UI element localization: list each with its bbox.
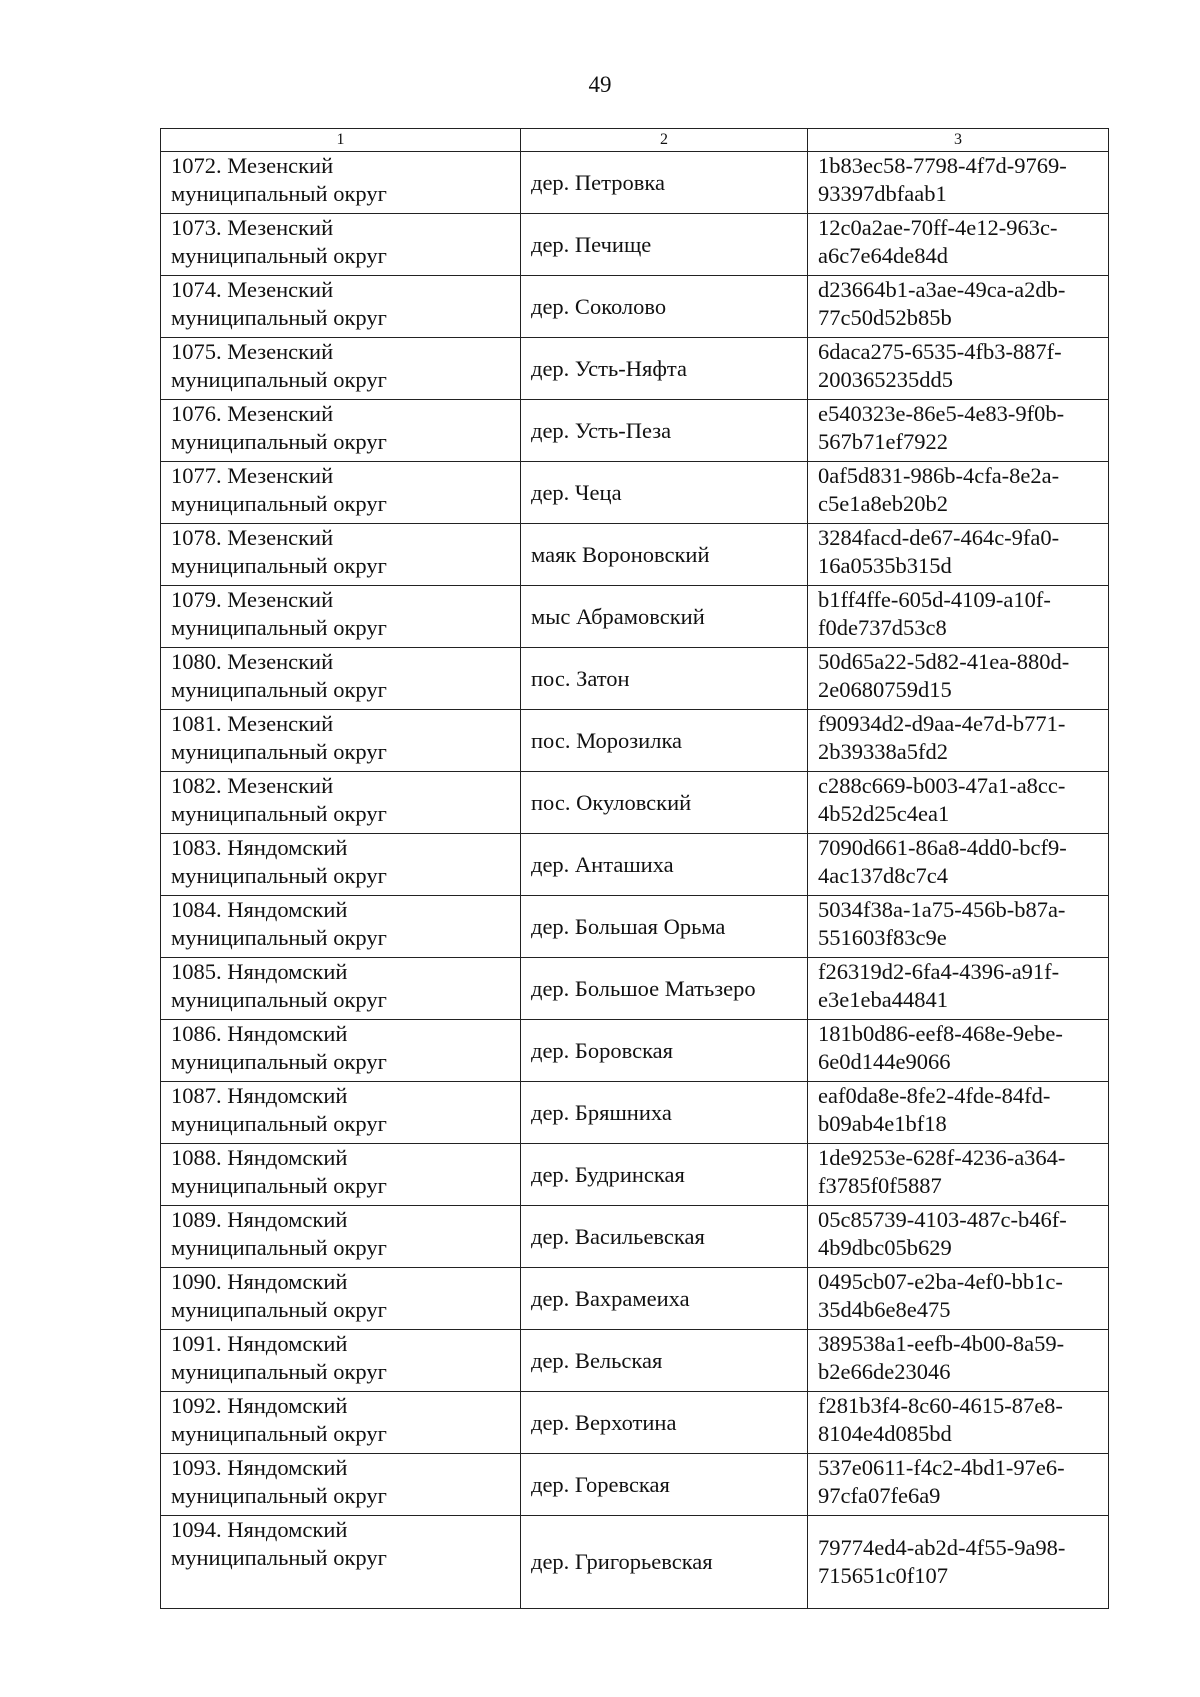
- settlement-name: дер. Григорьевская: [531, 1549, 713, 1574]
- guid-cell: [808, 772, 1109, 834]
- guid-part-2: 715651c0f107: [818, 1563, 948, 1588]
- column-header-3: 3: [808, 129, 1109, 152]
- guid-cell: [808, 1454, 1109, 1516]
- district-type: муниципальный округ: [171, 739, 387, 764]
- table-header-row: [161, 129, 1109, 152]
- settlement-name: дер. Бряшниха: [531, 1099, 672, 1125]
- table-row: [161, 1454, 1109, 1516]
- district-name: 1079. Мезенский: [171, 587, 334, 612]
- district-cell: [161, 276, 521, 338]
- guid-cell: [808, 710, 1109, 772]
- district-name: 1083. Няндомский: [171, 835, 348, 860]
- settlement-cell: [521, 586, 808, 648]
- guid-part-1: f90934d2-d9aa-4e7d-b771-: [818, 711, 1066, 736]
- guid-cell: [808, 586, 1109, 648]
- district-name: 1082. Мезенский: [171, 773, 334, 798]
- settlement-name: дер. Усть-Няфта: [531, 355, 688, 381]
- district-name: 1086. Няндомский: [171, 1021, 348, 1046]
- guid-part-2: 2b39338a5fd2: [818, 739, 948, 764]
- guid-part-2: 567b71ef7922: [818, 429, 948, 454]
- district-cell: [161, 462, 521, 524]
- guid-part-1: b1ff4ffe-605d-4109-a10f-: [818, 587, 1051, 612]
- table-row: [161, 276, 1109, 338]
- district-name: 1075. Мезенский: [171, 339, 334, 364]
- guid-part-1: 50d65a22-5d82-41ea-880d-: [818, 649, 1070, 674]
- guid-part-1: e540323e-86e5-4e83-9f0b-: [818, 401, 1065, 426]
- district-type: муниципальный округ: [171, 925, 387, 950]
- settlement-cell: [521, 710, 808, 772]
- guid-part-2: 4ac137d8c7c4: [818, 863, 948, 888]
- guid-part-2: 551603f83c9e: [818, 925, 947, 950]
- district-cell: [161, 1392, 521, 1454]
- guid-cell: [808, 648, 1109, 710]
- district-cell: [161, 1206, 521, 1268]
- settlement-cell: [521, 1516, 808, 1609]
- settlement-cell: [521, 1082, 808, 1144]
- guid-part-1: 0af5d831-986b-4cfa-8e2a-: [818, 463, 1060, 488]
- district-name: 1090. Няндомский: [171, 1269, 348, 1294]
- district-name: 1081. Мезенский: [171, 711, 334, 736]
- district-type: муниципальный округ: [171, 1235, 387, 1260]
- table-row: [161, 1392, 1109, 1454]
- district-type: муниципальный округ: [171, 305, 387, 330]
- district-cell: [161, 648, 521, 710]
- settlement-name: пос. Затон: [531, 665, 630, 691]
- guid-part-2: 6e0d144e9066: [818, 1049, 951, 1074]
- settlements-table: [160, 128, 1109, 1609]
- guid-cell: [808, 338, 1109, 400]
- district-type: муниципальный округ: [171, 863, 387, 888]
- settlement-name: маяк Вороновский: [531, 541, 710, 567]
- district-type: муниципальный округ: [171, 987, 387, 1012]
- guid-part-1: 389538a1-eefb-4b00-8a59-: [818, 1331, 1065, 1356]
- table-row: [161, 648, 1109, 710]
- guid-part-2: 2e0680759d15: [818, 677, 952, 702]
- settlement-cell: [521, 338, 808, 400]
- district-cell: [161, 1020, 521, 1082]
- guid-cell: [808, 1206, 1109, 1268]
- district-name: 1091. Няндомский: [171, 1331, 348, 1356]
- table-row: [161, 834, 1109, 896]
- district-type: муниципальный округ: [171, 243, 387, 268]
- district-name: 1094. Няндомский: [171, 1517, 348, 1542]
- settlement-cell: [521, 958, 808, 1020]
- district-name: 1087. Няндомский: [171, 1083, 348, 1108]
- district-cell: [161, 834, 521, 896]
- table-row: [161, 772, 1109, 834]
- guid-cell: [808, 958, 1109, 1020]
- district-name: 1088. Няндомский: [171, 1145, 348, 1170]
- guid-part-2: 97cfa07fe6a9: [818, 1483, 941, 1508]
- guid-part-2: 4b9dbc05b629: [818, 1235, 952, 1260]
- settlement-cell: [521, 834, 808, 896]
- settlement-cell: [521, 772, 808, 834]
- settlement-cell: [521, 400, 808, 462]
- guid-part-1: f26319d2-6fa4-4396-a91f-: [818, 959, 1060, 984]
- settlement-name: дер. Петровка: [531, 169, 665, 195]
- column-header-1: 1: [161, 129, 521, 152]
- settlement-name: пос. Морозилка: [531, 727, 683, 753]
- district-cell: [161, 1144, 521, 1206]
- column-header-2: 2: [521, 129, 808, 152]
- guid-part-1: 3284facd-de67-464c-9fa0-: [818, 525, 1060, 550]
- guid-part-2: 93397dbfaab1: [818, 181, 947, 206]
- district-type: муниципальный округ: [171, 1483, 387, 1508]
- table-row: [161, 400, 1109, 462]
- table-row: [161, 152, 1109, 214]
- table-row: [161, 214, 1109, 276]
- settlement-name: дер. Вельская: [531, 1347, 663, 1373]
- district-name: 1093. Няндомский: [171, 1455, 348, 1480]
- settlement-name: дер. Усть-Пеза: [531, 417, 672, 443]
- district-name: 1084. Няндомский: [171, 897, 348, 922]
- district-cell: [161, 958, 521, 1020]
- district-name: 1085. Няндомский: [171, 959, 348, 984]
- district-type: муниципальный округ: [171, 553, 387, 578]
- guid-part-1: 12c0a2ae-70ff-4e12-963c-: [818, 215, 1058, 240]
- guid-cell: [808, 1144, 1109, 1206]
- settlement-name: дер. Горевская: [531, 1471, 670, 1497]
- table-row: [161, 896, 1109, 958]
- guid-part-2: 8104e4d085bd: [818, 1421, 952, 1446]
- settlement-cell: [521, 462, 808, 524]
- settlement-name: мыс Абрамовский: [531, 603, 705, 629]
- guid-part-2: 200365235dd5: [818, 367, 953, 392]
- guid-cell: [808, 462, 1109, 524]
- table-row: [161, 524, 1109, 586]
- settlement-cell: [521, 1020, 808, 1082]
- settlement-name: дер. Вахрамеиха: [531, 1285, 690, 1311]
- settlement-name: дер. Соколово: [531, 293, 667, 319]
- settlement-name: дер. Печище: [531, 231, 652, 257]
- district-name: 1072. Мезенский: [171, 153, 334, 178]
- settlement-cell: [521, 524, 808, 586]
- guid-cell: [808, 1330, 1109, 1392]
- guid-part-2: 35d4b6e8e475: [818, 1297, 951, 1322]
- table-row: [161, 1516, 1109, 1609]
- settlement-name: дер. Боровская: [531, 1037, 674, 1063]
- guid-part-1: 181b0d86-eef8-468e-9ebe-: [818, 1021, 1063, 1046]
- settlement-name: дер. Будринская: [531, 1161, 685, 1187]
- settlement-cell: [521, 1206, 808, 1268]
- district-type: муниципальный округ: [171, 429, 387, 454]
- district-cell: [161, 152, 521, 214]
- district-cell: [161, 524, 521, 586]
- settlement-cell: [521, 648, 808, 710]
- district-cell: [161, 710, 521, 772]
- table-row: [161, 1330, 1109, 1392]
- guid-cell: [808, 524, 1109, 586]
- settlement-cell: [521, 1330, 808, 1392]
- guid-cell: [808, 1020, 1109, 1082]
- table-row: [161, 958, 1109, 1020]
- settlement-cell: [521, 152, 808, 214]
- table-row: [161, 1268, 1109, 1330]
- table-row: [161, 338, 1109, 400]
- settlement-name: дер. Верхотина: [531, 1409, 677, 1435]
- table-row: [161, 1206, 1109, 1268]
- guid-part-1: c288c669-b003-47a1-a8cc-: [818, 773, 1066, 798]
- district-cell: [161, 1268, 521, 1330]
- guid-part-2: a6c7e64de84d: [818, 243, 948, 268]
- guid-cell: [808, 1516, 1109, 1609]
- guid-cell: [808, 276, 1109, 338]
- district-cell: [161, 338, 521, 400]
- guid-cell: [808, 400, 1109, 462]
- guid-part-2: f3785f0f5887: [818, 1173, 942, 1198]
- settlement-cell: [521, 896, 808, 958]
- district-type: муниципальный округ: [171, 1545, 387, 1570]
- district-type: муниципальный округ: [171, 181, 387, 206]
- settlement-name: дер. Большое Матьзеро: [531, 975, 756, 1001]
- district-type: муниципальный округ: [171, 801, 387, 826]
- district-name: 1074. Мезенский: [171, 277, 334, 302]
- guid-part-2: c5e1a8eb20b2: [818, 491, 948, 516]
- page-number: 49: [588, 72, 612, 97]
- table-row: [161, 1020, 1109, 1082]
- district-cell: [161, 214, 521, 276]
- guid-part-1: 6daca275-6535-4fb3-887f-: [818, 339, 1062, 364]
- district-cell: [161, 586, 521, 648]
- guid-cell: [808, 896, 1109, 958]
- district-type: муниципальный округ: [171, 1421, 387, 1446]
- district-name: 1078. Мезенский: [171, 525, 334, 550]
- guid-part-1: 0495cb07-e2ba-4ef0-bb1c-: [818, 1269, 1063, 1294]
- guid-part-1: d23664b1-a3ae-49ca-a2db-: [818, 277, 1066, 302]
- guid-part-1: 537e0611-f4c2-4bd1-97e6-: [818, 1455, 1065, 1480]
- guid-part-2: 4b52d25c4ea1: [818, 801, 950, 826]
- guid-part-2: b09ab4e1bf18: [818, 1111, 947, 1136]
- district-name: 1077. Мезенский: [171, 463, 334, 488]
- guid-part-1: 05c85739-4103-487c-b46f-: [818, 1207, 1067, 1232]
- guid-part-2: b2e66de23046: [818, 1359, 951, 1384]
- guid-part-2: e3e1eba44841: [818, 987, 948, 1012]
- table-row: [161, 586, 1109, 648]
- district-cell: [161, 772, 521, 834]
- district-type: муниципальный округ: [171, 1359, 387, 1384]
- guid-part-2: f0de737d53c8: [818, 615, 947, 640]
- guid-cell: [808, 834, 1109, 896]
- guid-part-2: 16a0535b315d: [818, 553, 952, 578]
- guid-part-1: eaf0da8e-8fe2-4fde-84fd-: [818, 1083, 1051, 1108]
- settlement-name: дер. Большая Орьма: [531, 913, 726, 939]
- district-name: 1073. Мезенский: [171, 215, 334, 240]
- district-type: муниципальный округ: [171, 1173, 387, 1198]
- district-type: муниципальный округ: [171, 1049, 387, 1074]
- table-row: [161, 1082, 1109, 1144]
- settlement-name: дер. Васильевская: [531, 1223, 705, 1249]
- district-type: муниципальный округ: [171, 1111, 387, 1136]
- district-cell: [161, 1082, 521, 1144]
- guid-part-1: 7090d661-86a8-4dd0-bcf9-: [818, 835, 1067, 860]
- settlement-cell: [521, 276, 808, 338]
- guid-part-1: f281b3f4-8c60-4615-87e8-: [818, 1393, 1063, 1418]
- table-row: [161, 710, 1109, 772]
- guid-cell: [808, 1392, 1109, 1454]
- district-type: муниципальный округ: [171, 677, 387, 702]
- guid-cell: [808, 214, 1109, 276]
- district-name: 1076. Мезенский: [171, 401, 334, 426]
- settlement-name: пос. Окуловский: [531, 789, 692, 815]
- guid-cell: [808, 152, 1109, 214]
- settlement-cell: [521, 1144, 808, 1206]
- settlement-name: дер. Чеца: [531, 479, 622, 505]
- district-cell: [161, 1330, 521, 1392]
- district-name: 1092. Няндомский: [171, 1393, 348, 1418]
- guid-cell: [808, 1268, 1109, 1330]
- district-cell: [161, 896, 521, 958]
- guid-part-1: 1b83ec58-7798-4f7d-9769-: [818, 153, 1067, 178]
- guid-part-1: 1de9253e-628f-4236-a364-: [818, 1145, 1066, 1170]
- settlement-cell: [521, 214, 808, 276]
- district-type: муниципальный округ: [171, 1297, 387, 1322]
- guid-part-1: 5034f38a-1a75-456b-b87a-: [818, 897, 1066, 922]
- district-type: муниципальный округ: [171, 615, 387, 640]
- district-name: 1089. Няндомский: [171, 1207, 348, 1232]
- district-cell: [161, 1516, 521, 1609]
- table-row: [161, 462, 1109, 524]
- settlement-cell: [521, 1392, 808, 1454]
- district-name: 1080. Мезенский: [171, 649, 334, 674]
- table-row: [161, 1144, 1109, 1206]
- settlement-cell: [521, 1268, 808, 1330]
- guid-cell: [808, 1082, 1109, 1144]
- district-type: муниципальный округ: [171, 491, 387, 516]
- district-cell: [161, 400, 521, 462]
- guid-part-1: 79774ed4-ab2d-4f55-9a98-: [818, 1535, 1066, 1560]
- settlement-cell: [521, 1454, 808, 1516]
- district-type: муниципальный округ: [171, 367, 387, 392]
- guid-part-2: 77c50d52b85b: [818, 305, 952, 330]
- table-body: [161, 129, 1109, 1609]
- settlement-name: дер. Анташиха: [531, 851, 674, 877]
- district-cell: [161, 1454, 521, 1516]
